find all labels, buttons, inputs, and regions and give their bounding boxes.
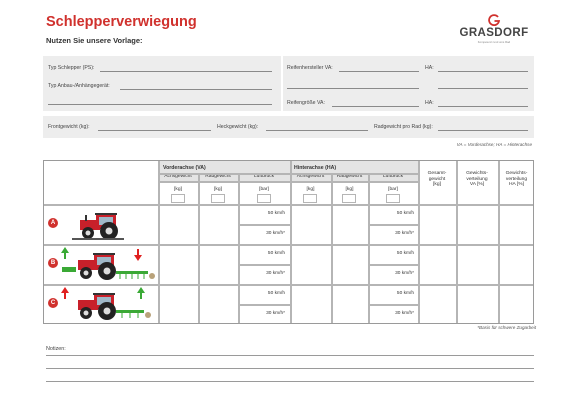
logo-mark-icon <box>487 14 501 26</box>
va-radgewicht-header: Radgewicht <box>205 174 231 179</box>
grid-line <box>198 173 200 324</box>
verteilung-va-line2: verteilung <box>466 176 488 182</box>
table-footnote: *Basis für schwere Zugarbeit <box>477 325 536 330</box>
grid-line <box>498 161 500 324</box>
row-badge-c: C <box>48 298 58 308</box>
gesamtgewicht-line1: Gesamt- <box>427 171 447 176</box>
reifenhersteller-va-field-2[interactable] <box>287 88 419 89</box>
grid-line <box>238 224 290 226</box>
grid-line <box>368 173 370 324</box>
row-badge-b: B <box>48 258 58 268</box>
reifenhersteller-ha-label: HA: <box>425 65 434 71</box>
notes-line-3[interactable] <box>46 381 534 382</box>
box-divider <box>281 56 283 111</box>
verteilung-va-header <box>456 171 498 188</box>
ha-group-header: Hinterachse (HA) <box>294 165 337 171</box>
unit-box <box>211 194 225 203</box>
va-speed-c-30: 30 km/h* <box>266 311 285 316</box>
verteilung-va-unit: VA [%] <box>469 182 485 188</box>
gesamtgewicht-unit: [kg] <box>433 182 441 188</box>
ha-speed-a-30: 30 km/h* <box>395 231 414 236</box>
grid-line <box>290 161 292 324</box>
verteilung-ha-line1: Gewichts- <box>505 171 528 176</box>
unit-box <box>386 194 400 203</box>
va-luftdruck-header: Luftdruck <box>253 174 275 179</box>
verteilung-ha-line2: verteilung <box>505 176 528 182</box>
grid-line <box>418 161 420 324</box>
unit-box <box>171 194 185 203</box>
frontgewicht-field[interactable] <box>98 130 211 131</box>
grid-line <box>44 204 534 206</box>
reifenhersteller-ha-field[interactable] <box>438 71 528 72</box>
va-speed-b-30: 30 km/h* <box>266 271 285 276</box>
reifenhersteller-va-field[interactable] <box>339 71 419 72</box>
ha-speed-a-50: 50 km/h <box>396 211 414 216</box>
grid-line <box>456 161 458 324</box>
grid-line <box>238 304 290 306</box>
grid-line <box>158 181 418 183</box>
gesamtgewicht-line2: gewicht <box>428 176 446 182</box>
va-speed-c-50: 50 km/h <box>267 291 285 296</box>
tractor-a-icon <box>68 207 152 241</box>
ha-radgewicht-unit: [kg] <box>345 187 354 192</box>
tractor-b-icon <box>60 245 160 283</box>
row-badge-a: A <box>48 218 58 228</box>
ha-radgewicht-header: Radgewicht <box>336 174 363 179</box>
grid-line <box>331 173 333 324</box>
grasdorf-logo <box>458 14 530 44</box>
grid-line <box>238 264 290 266</box>
ha-luftdruck-unit: [bar] <box>388 187 398 192</box>
notes-line-2[interactable] <box>46 368 534 369</box>
typ-anbau-field-2[interactable] <box>48 104 272 105</box>
grid-line <box>158 173 418 175</box>
heckgewicht-label: Heckgewicht (kg): <box>217 124 259 130</box>
va-speed-a-30: 30 km/h* <box>266 231 285 236</box>
weights-box <box>43 116 534 138</box>
va-speed-b-50: 50 km/h <box>267 251 285 256</box>
notes-label: Notizen: <box>46 346 66 352</box>
axle-legend: VA = Vorderachse; HA = Hinterachse <box>456 142 532 147</box>
radgewicht-label: Radgewicht pro Rad (kg): <box>374 124 433 130</box>
ha-achsgewicht-unit: [kg] <box>306 187 315 192</box>
grid-line <box>368 304 418 306</box>
unit-box <box>303 194 317 203</box>
va-achsgewicht-header: Achsgewicht <box>164 174 192 179</box>
va-achsgewicht-unit: [kg] <box>174 187 182 192</box>
ha-speed-b-50: 50 km/h <box>396 251 414 256</box>
va-luftdruck-unit: [bar] <box>259 187 269 192</box>
grid-line <box>238 173 240 324</box>
ha-achsgewicht-header: Achsgewicht <box>296 174 325 179</box>
radgewicht-field[interactable] <box>438 130 528 131</box>
gesamtgewicht-header <box>418 171 456 188</box>
page-subtitle: Nutzen Sie unsere Vorlage: <box>46 36 143 45</box>
ha-speed-c-30: 30 km/h* <box>395 311 414 316</box>
page-title: Schlepperverwiegung <box>46 14 197 30</box>
grid-line <box>368 224 418 226</box>
weighing-table <box>43 160 534 324</box>
logo-tagline: Kompetenz rund ums Rad <box>477 40 511 44</box>
unit-box <box>342 194 356 203</box>
frontgewicht-label: Frontgewicht (kg): <box>48 124 90 130</box>
va-group-header: Vorderachse (VA) <box>163 165 206 171</box>
va-radgewicht-unit: [kg] <box>214 187 222 192</box>
verteilung-ha-unit: HA [%] <box>509 182 524 188</box>
reifengroesse-va-field[interactable] <box>332 106 419 107</box>
typ-anbau-label: Typ Anbau-/Anhängegerät: <box>48 83 110 89</box>
verteilung-va-line1: Gewichts- <box>466 171 488 176</box>
reifengroesse-va-label: Reifengröße VA: <box>287 100 325 106</box>
logo-name: GRASDORF <box>459 27 529 39</box>
unit-box <box>257 194 271 203</box>
ha-speed-c-50: 50 km/h <box>396 291 414 296</box>
verteilung-ha-header <box>498 171 534 188</box>
grid-line <box>368 264 418 266</box>
typ-schlepper-label: Typ Schlepper (PS): <box>48 65 95 71</box>
reifenhersteller-ha-field-2[interactable] <box>438 88 528 89</box>
heckgewicht-field[interactable] <box>266 130 368 131</box>
va-speed-a-50: 50 km/h <box>267 211 285 216</box>
notes-line-1[interactable] <box>46 355 534 356</box>
ha-luftdruck-header: Luftdruck <box>382 174 404 179</box>
typ-anbau-field[interactable] <box>120 89 272 90</box>
tractor-c-icon <box>60 285 160 323</box>
typ-schlepper-field[interactable] <box>100 71 272 72</box>
ha-speed-b-30: 30 km/h* <box>395 271 414 276</box>
reifengroesse-ha-label: HA: <box>425 100 434 106</box>
reifengroesse-ha-field[interactable] <box>438 106 528 107</box>
reifenhersteller-va-label: Reifenhersteller VA: <box>287 65 333 71</box>
